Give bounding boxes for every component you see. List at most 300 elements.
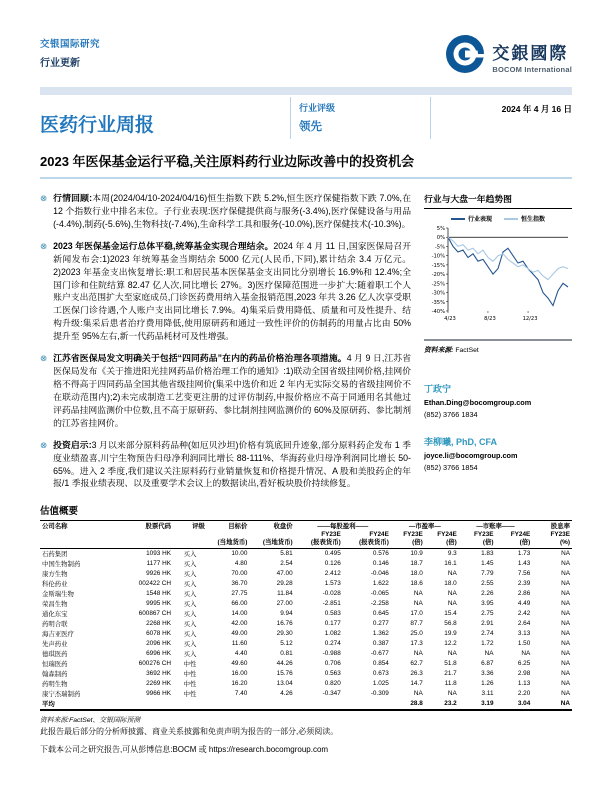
column-group-header: 股息率: [532, 521, 572, 531]
column-unit-header: [114, 539, 173, 549]
table-cell: 科伦药业: [42, 581, 68, 589]
series-line-1: [448, 237, 568, 279]
table-cell: 600867 CH: [138, 610, 171, 618]
table-cell: 2.74: [481, 630, 494, 638]
table-cell: [295, 699, 343, 710]
table-cell: 通化东宝: [42, 611, 68, 619]
x-tick-label: 4/23: [444, 316, 456, 322]
bullet-body: 本周(2024/04/10-2024/04/16)恒生指数下跌 5.2%,恒生医疗保健指数下跌 7.0%,在 12 个指数行业中排名末位。子行业表现:医疗保健提供商与服务(-3.4%),医疗保健设备与用品(-4.4%),制药(-5.6%),生物科技(-7.4%),生命科学工具和服务(-10.0%),医疗保健技术(-10.3%)。: [53, 193, 411, 229]
table-cell: 47.00: [276, 570, 293, 578]
table-cell: 2.26: [481, 590, 494, 598]
x-tick-label: 8/23: [484, 316, 496, 322]
table-cell: 买入: [183, 641, 197, 649]
bullet-body: 2024 年 4 月 11 日,国家医保局召开新闻发布会:1)2023 年统筹基金当期结余 5000 亿元(人民币,下同),累计结余 3.4 万亿元。2)2023 年基金支出恢复增长:职工和居民基本医保基金支出同比分别增长 16.9%和 12.4%;全国门诊和住院结算 82.47 亿人次,同比增长 27%。3)医疗保障范围进一步扩大:随着职工个人账户支出范围扩大至家庭成员,门诊医药费用纳入基金报销范围,2023 年共 3.26 亿人次享受职工医保门诊待遇,个人账户支出同比增长 7.9%。4)集采后费用降低、质量和可及性提升、结构升级:集采后患者治疗费用降低,使用原研药和通过一致性评价的仿制药的用量占比由 50%提升至 95%左右,新一代药品耗材可及性增强。: [53, 240, 411, 342]
table-cell: 先声药业: [42, 641, 68, 649]
analyst-name: 李柳曦, PhD, CFA: [424, 437, 498, 447]
table-cell: 66.00: [231, 600, 248, 608]
y-tick-label: -30%: [431, 290, 445, 297]
table-cell: NA: [447, 690, 457, 698]
analyst-ethan-ding: [424, 382, 572, 419]
table-cell: 23.2: [425, 699, 459, 710]
footer-download-note: 下载本公司之研究报告,可从彭博信息:BOCM 或: [40, 745, 209, 755]
table-cell: 0.387: [372, 640, 389, 648]
table-cell: NA: [561, 620, 570, 628]
table-cell: 14.00: [231, 610, 248, 618]
table-cell: 7.40: [234, 690, 248, 698]
table-cell: 药明生物: [42, 681, 68, 689]
bullet-body: 3 月以来部分原料药品种(如厄贝沙坦)价格有筑底回升迹象,部分原料药企发布 1 季度业绩盈喜,川宁生物预告归母净利润同比增长 88-111%、华海药业归母净利润同比增长 50-65%。进入 2 季度,我们建议关注原料药行业销量恢复和价格提升情况、A 股和美股药企的年报/1 季报业绩表现、以及重要学术会议上的数据读出,看好板块股价持续修复。: [53, 439, 411, 489]
table-cell: 12.2: [444, 640, 457, 648]
table-cell: [173, 699, 207, 710]
table-cell: 5.12: [280, 640, 293, 648]
bullet-icon: ⊗: [40, 353, 48, 364]
bullet-text: [53, 192, 411, 231]
table-cell: 1548 HK: [146, 590, 171, 598]
table-cell: 6.25: [517, 660, 531, 668]
table-cell: 0.563: [324, 670, 341, 678]
y-tick-label: -35%: [431, 299, 445, 306]
table-cell: NA: [561, 680, 570, 688]
table-cell: 平均: [40, 699, 114, 710]
column-group-header: —市盈率—: [391, 521, 459, 531]
bullet-investment-implication: [40, 439, 411, 491]
table-cell: NA: [521, 650, 531, 658]
table-cell: 买入: [183, 631, 197, 639]
table-cell: 1.45: [481, 560, 494, 568]
table-cell: 买入: [183, 611, 197, 619]
table-cell: 中国生物制药: [42, 561, 81, 569]
table-cell: NA: [561, 630, 570, 638]
table-cell: 3.04: [496, 699, 533, 710]
column-subheader: [114, 531, 173, 539]
table-cell: 0.277: [372, 620, 389, 628]
column-unit-header: [173, 539, 207, 549]
table-row: [40, 548, 572, 559]
column-subheader: FY23E: [403, 530, 423, 538]
column-unit-header: [40, 539, 114, 549]
table-cell: 买入: [183, 621, 197, 629]
table-cell: NA: [413, 690, 423, 698]
table-cell: NA: [561, 560, 570, 568]
table-cell: 4.40: [234, 650, 248, 658]
table-cell: 买入: [183, 551, 197, 559]
table-cell: 1.50: [517, 640, 531, 648]
table-cell: NA: [561, 580, 570, 588]
table-cell: 0.81: [280, 650, 293, 658]
table-cell: 87.7: [410, 620, 423, 628]
table-cell: 49.00: [231, 630, 248, 638]
table-cell: NA: [561, 550, 570, 558]
column-subheader: [173, 531, 207, 539]
column-unit-header: (当地货币): [249, 539, 294, 549]
table-cell: NA: [561, 570, 570, 578]
table-cell: 康方生物: [42, 571, 68, 579]
table-cell: NA: [561, 670, 570, 678]
table-cell: -0.065: [370, 590, 389, 598]
table-cell: 0.706: [324, 660, 341, 668]
table-row: [40, 619, 572, 629]
table-cell: 51.8: [444, 660, 457, 668]
bullet-jiangsu-policy: [40, 352, 411, 430]
table-average-row: [40, 699, 572, 710]
table-cell: 6996 HK: [146, 650, 171, 658]
table-cell: 德琪医药: [42, 651, 68, 659]
bullet-icon: ⊗: [40, 193, 48, 203]
table-cell: 9.3: [447, 550, 457, 558]
table-cell: 0.576: [372, 550, 389, 558]
table-cell: 2096 HK: [146, 640, 171, 648]
table-cell: 18.7: [410, 560, 423, 568]
table-row: [40, 649, 572, 659]
bullet-lead: 2023 年医保基金运行总体平稳,统筹基金实现合理结余。: [53, 240, 274, 251]
table-row: [40, 589, 572, 599]
page-header: [40, 36, 572, 79]
column-unit-header: (倍): [391, 539, 425, 549]
table-cell: 7.79: [481, 570, 494, 578]
industry-rating-cell: [290, 97, 430, 139]
table-cell: NA: [447, 600, 457, 608]
table-cell: 中性: [183, 691, 197, 699]
table-cell: 石药集团: [42, 551, 68, 559]
table-cell: 买入: [183, 651, 197, 659]
valuation-table-body: [40, 548, 572, 710]
analyst-phone: (852) 3766 1834: [424, 410, 478, 419]
table-cell: 18.0: [444, 580, 457, 588]
table-cell: [114, 699, 173, 710]
table-cell: 0.645: [372, 610, 389, 618]
valuation-table-header: [40, 521, 572, 549]
valuation-table: [40, 520, 572, 711]
report-date: 2024 年 4 月 16 日: [430, 97, 572, 139]
y-tick-label: -40%: [431, 309, 445, 315]
table-cell: 15.76: [276, 670, 293, 678]
column-subheader: FY24E: [369, 530, 389, 538]
table-cell: 0.495: [324, 550, 341, 558]
table-cell: NA: [484, 650, 494, 658]
table-cell: NA: [561, 640, 570, 648]
column-subheader: FY24E: [510, 530, 531, 538]
table-cell: NA: [561, 590, 570, 598]
table-cell: 2.39: [517, 580, 531, 588]
table-row: [40, 569, 572, 579]
y-tick-label: -15%: [431, 262, 445, 269]
table-cell: 1.573: [324, 580, 341, 588]
chart-source-value: FactSet: [455, 347, 479, 354]
table-cell: 42.00: [231, 620, 248, 628]
legend-swatch-hsi: [504, 218, 518, 220]
table-cell: 11.8: [444, 680, 457, 688]
legend-label: 行业表现: [467, 217, 492, 223]
legend-item-hsi: [504, 214, 545, 223]
table-cell: 3.95: [481, 600, 494, 608]
table-cell: 5.81: [280, 550, 293, 558]
trend-chart-svg: [424, 223, 572, 331]
table-cell: 27.00: [276, 600, 293, 608]
column-subheader: FY23E: [473, 530, 494, 538]
table-row: [40, 599, 572, 609]
table-cell: 4.80: [234, 560, 248, 568]
table-cell: NA: [447, 570, 457, 578]
footer-download-line: [40, 744, 572, 755]
chart-source: [424, 339, 572, 354]
table-cell: NA: [447, 650, 457, 658]
column-group-header: 收盘价: [249, 521, 294, 531]
table-cell: 0.583: [324, 610, 341, 618]
table-row: [40, 669, 572, 679]
table-cell: 金斯瑞生物: [42, 591, 74, 599]
column-unit-header: (倍): [496, 539, 533, 549]
table-cell: 3.11: [481, 690, 494, 698]
valuation-heading: 估值概要: [40, 506, 79, 518]
table-cell: 2.98: [517, 670, 531, 678]
analyst-contacts: [424, 382, 572, 472]
table-cell: [207, 699, 249, 710]
table-cell: [343, 699, 391, 710]
table-cell: NA: [561, 600, 570, 608]
table-cell: 1.082: [324, 630, 341, 638]
analyst-phone: (852) 3766 1854: [424, 463, 478, 472]
table-cell: 1.83: [481, 550, 494, 558]
table-cell: -0.347: [322, 690, 341, 698]
table-cell: 4.49: [517, 600, 531, 608]
table-cell: 中性: [183, 661, 197, 669]
column-group-header: 目标价: [207, 521, 249, 531]
table-cell: 中性: [183, 681, 197, 689]
chart-source-label: 资料来源:: [424, 347, 456, 354]
y-tick-label: -10%: [431, 253, 445, 260]
table-cell: 6078 HK: [146, 630, 171, 638]
table-cell: 翰森制药: [42, 671, 68, 679]
table-row: [40, 659, 572, 669]
table-cell: 9.94: [280, 610, 293, 618]
table-cell: 17.0: [410, 610, 423, 618]
table-cell: 2.64: [517, 620, 531, 628]
table-cell: [249, 699, 294, 710]
table-row: [40, 559, 572, 569]
footer-download-url[interactable]: https://research.bocomgroup.com: [208, 745, 329, 755]
bullet-icon: ⊗: [40, 439, 48, 450]
column-group-header: ——每股盈利——: [295, 521, 391, 531]
table-cell: 1.622: [372, 580, 389, 588]
table-cell: 10.00: [231, 550, 248, 558]
table-cell: 买入: [183, 581, 197, 589]
column-subheader: [207, 531, 249, 539]
table-cell: NA: [413, 600, 423, 608]
table-cell: 10.9: [410, 550, 423, 558]
table-cell: 2.91: [481, 620, 494, 628]
table-cell: 1177 HK: [146, 560, 171, 568]
table-cell: 1.025: [372, 680, 389, 688]
bullet-text: [53, 240, 411, 343]
logo-name-cn: 交銀國際: [492, 44, 569, 63]
table-cell: 2.75: [481, 610, 494, 618]
header-divider-band: [40, 87, 572, 95]
table-cell: 海吉亚医疗: [42, 631, 74, 639]
bullet-text: [53, 352, 411, 430]
table-cell: 1.43: [517, 560, 531, 568]
analyst-email[interactable]: Ethan.Ding@bocomgroup.com: [424, 398, 532, 407]
table-cell: 康宁杰瑞制药: [42, 691, 81, 699]
table-cell: 13.04: [276, 680, 293, 688]
table-row: [40, 629, 572, 639]
table-cell: 买入: [183, 571, 197, 579]
table-cell: 恒瑞医药: [42, 661, 68, 669]
table-cell: 16.1: [444, 560, 457, 568]
column-subheader: [249, 531, 294, 539]
bullet-medical-fund: [40, 240, 411, 343]
table-cell: -0.988: [322, 650, 341, 658]
bullet-lead: 投资启示:: [53, 439, 92, 450]
y-tick-label: -25%: [431, 281, 445, 288]
logo-name-en: BOCOM International: [492, 65, 572, 74]
analyst-joyce-li: [424, 435, 572, 472]
sidebar: [424, 192, 572, 499]
table-cell: 2.55: [481, 580, 494, 588]
table-cell: 25.0: [410, 630, 423, 638]
table-cell: 1.362: [372, 630, 389, 638]
table-cell: 28.8: [391, 699, 425, 710]
legend-item-industry: [451, 214, 492, 223]
table-cell: 36.70: [231, 580, 248, 588]
table-cell: 2.42: [517, 610, 531, 618]
table-cell: 16.00: [231, 670, 248, 678]
table-row: [40, 579, 572, 589]
table-cell: 49.60: [231, 660, 248, 668]
report-type-label: 行业更新: [40, 58, 80, 69]
legend-label: 恒生指数: [521, 217, 546, 223]
table-cell: 7.56: [517, 570, 531, 578]
research-brand-label: 交银国际研究: [40, 39, 101, 50]
table-cell: NA: [561, 660, 570, 668]
report-title: 医药行业周报: [40, 115, 155, 136]
table-cell: 3692 HK: [146, 670, 171, 678]
table-cell: 11.60: [231, 640, 248, 648]
table-cell: 6.87: [481, 660, 494, 668]
y-tick-label: -5%: [434, 244, 445, 251]
table-cell: -0.028: [322, 590, 341, 598]
rating-value: 领先: [299, 121, 322, 133]
column-unit-header: (%): [532, 539, 572, 549]
table-cell: 70.00: [231, 570, 248, 578]
table-cell: 1.73: [517, 550, 531, 558]
table-cell: NA: [413, 650, 423, 658]
rating-label: 行业评级: [299, 103, 336, 113]
column-group-header: 股票代码: [114, 521, 173, 531]
table-row: [40, 639, 572, 649]
table-cell: 21.7: [444, 670, 457, 678]
table-cell: 0.820: [324, 680, 341, 688]
table-cell: NA: [561, 690, 570, 698]
bullet-body: 4 月 9 日,江苏省医保局发布《关于推进阳光挂网药品价格治理工作的通知》:1)联动全国省级挂网价格,挂网价格不得高于四同药品全国其他省级挂网价(集采中选价和近 2 年内无实际交易的省级挂网价不在联动范围内);2)未完成制造工艺变更注册的过评仿制药,申报价格应不高于同通用名其他过评药品挂网监测价中位数,且不高于原研药、参比制剂挂网监测价的 60%及原研药、参比制剂的江苏省挂网价。: [53, 353, 411, 428]
bocom-logo: [445, 34, 572, 79]
bullet-market-review: [40, 192, 411, 231]
body-column: [40, 192, 411, 499]
analyst-name: 丁政宁: [424, 384, 452, 394]
table-cell: 0.274: [324, 640, 341, 648]
table-cell: 买入: [183, 601, 197, 609]
trend-chart-title: 行业与大盘一年趋势图: [424, 192, 572, 209]
bullet-lead: 江苏省医保局发文明确关于包括“四同药品”在内的药品价格治理各项措施。: [53, 353, 347, 364]
table-cell: 29.28: [276, 580, 293, 588]
analyst-email[interactable]: joyce.li@bocomgroup.com: [424, 451, 518, 460]
column-subheader: [40, 531, 114, 539]
table-cell: 0.126: [324, 560, 341, 568]
table-cell: 1.13: [517, 680, 531, 688]
table-cell: 买入: [183, 561, 197, 569]
table-cell: 26.3: [410, 670, 423, 678]
column-unit-header: (倍): [425, 539, 459, 549]
column-group-header: 评级: [173, 521, 207, 531]
bullet-text: [53, 439, 411, 491]
table-cell: 19.9: [444, 630, 457, 638]
legend-swatch-industry: [451, 218, 465, 220]
table-cell: 3.19: [459, 699, 496, 710]
table-cell: 14.7: [410, 680, 423, 688]
table-cell: 1.72: [481, 640, 494, 648]
table-cell: 0.146: [372, 560, 389, 568]
bocom-logo-text: [492, 39, 572, 74]
table-cell: 9966 HK: [146, 690, 171, 698]
table-cell: NA: [532, 699, 572, 710]
table-cell: 0.854: [372, 660, 389, 668]
table-cell: -0.309: [370, 690, 389, 698]
column-subheader: FY23E: [550, 530, 570, 538]
table-cell: 2.20: [517, 690, 531, 698]
table-cell: -0.677: [370, 650, 389, 658]
page-footer: [40, 726, 572, 755]
table-cell: 中性: [183, 671, 197, 679]
bocom-logo-icon: [445, 34, 485, 79]
column-unit-header: (报表货币): [343, 539, 391, 549]
bullet-icon: ⊗: [40, 240, 48, 251]
y-tick-label: -20%: [431, 272, 445, 279]
table-cell: NA: [413, 590, 423, 598]
table-cell: 2269 HK: [146, 680, 171, 688]
main-content: [40, 192, 572, 499]
column-unit-header: (报表货币): [295, 539, 343, 549]
column-group-header: —市账率——: [459, 521, 533, 531]
y-tick-label: 0%: [436, 235, 445, 242]
table-cell: 002422 CH: [138, 580, 171, 588]
table-cell: 2268 HK: [146, 620, 171, 628]
valuation-table-source: 资料来源:FactSet、交银国际预测: [40, 716, 141, 724]
table-row: [40, 679, 572, 689]
title-row: [40, 97, 572, 139]
table-cell: 15.4: [444, 610, 457, 618]
table-cell: 2.54: [280, 560, 293, 568]
chart-legend: [424, 214, 572, 223]
column-subheader: FY24E: [437, 530, 457, 538]
column-unit-header: (倍): [459, 539, 496, 549]
column-group-header: 公司名称: [40, 521, 114, 531]
table-cell: 药明合联: [42, 621, 68, 629]
table-cell: 18.6: [410, 580, 423, 588]
table-cell: 600276 CH: [138, 660, 171, 668]
table-cell: 买入: [183, 591, 197, 599]
table-row: [40, 689, 572, 699]
table-row: [40, 609, 572, 619]
table-cell: -2.851: [322, 600, 341, 608]
y-tick-label: 5%: [436, 226, 445, 232]
table-cell: 11.84: [277, 590, 293, 598]
header-left: [40, 36, 100, 69]
table-cell: NA: [561, 650, 570, 658]
table-cell: 16.76: [276, 620, 293, 628]
table-cell: 16.20: [231, 680, 248, 688]
table-cell: 0.673: [372, 670, 389, 678]
table-cell: 27.75: [231, 590, 248, 598]
table-cell: 56.8: [444, 620, 457, 628]
